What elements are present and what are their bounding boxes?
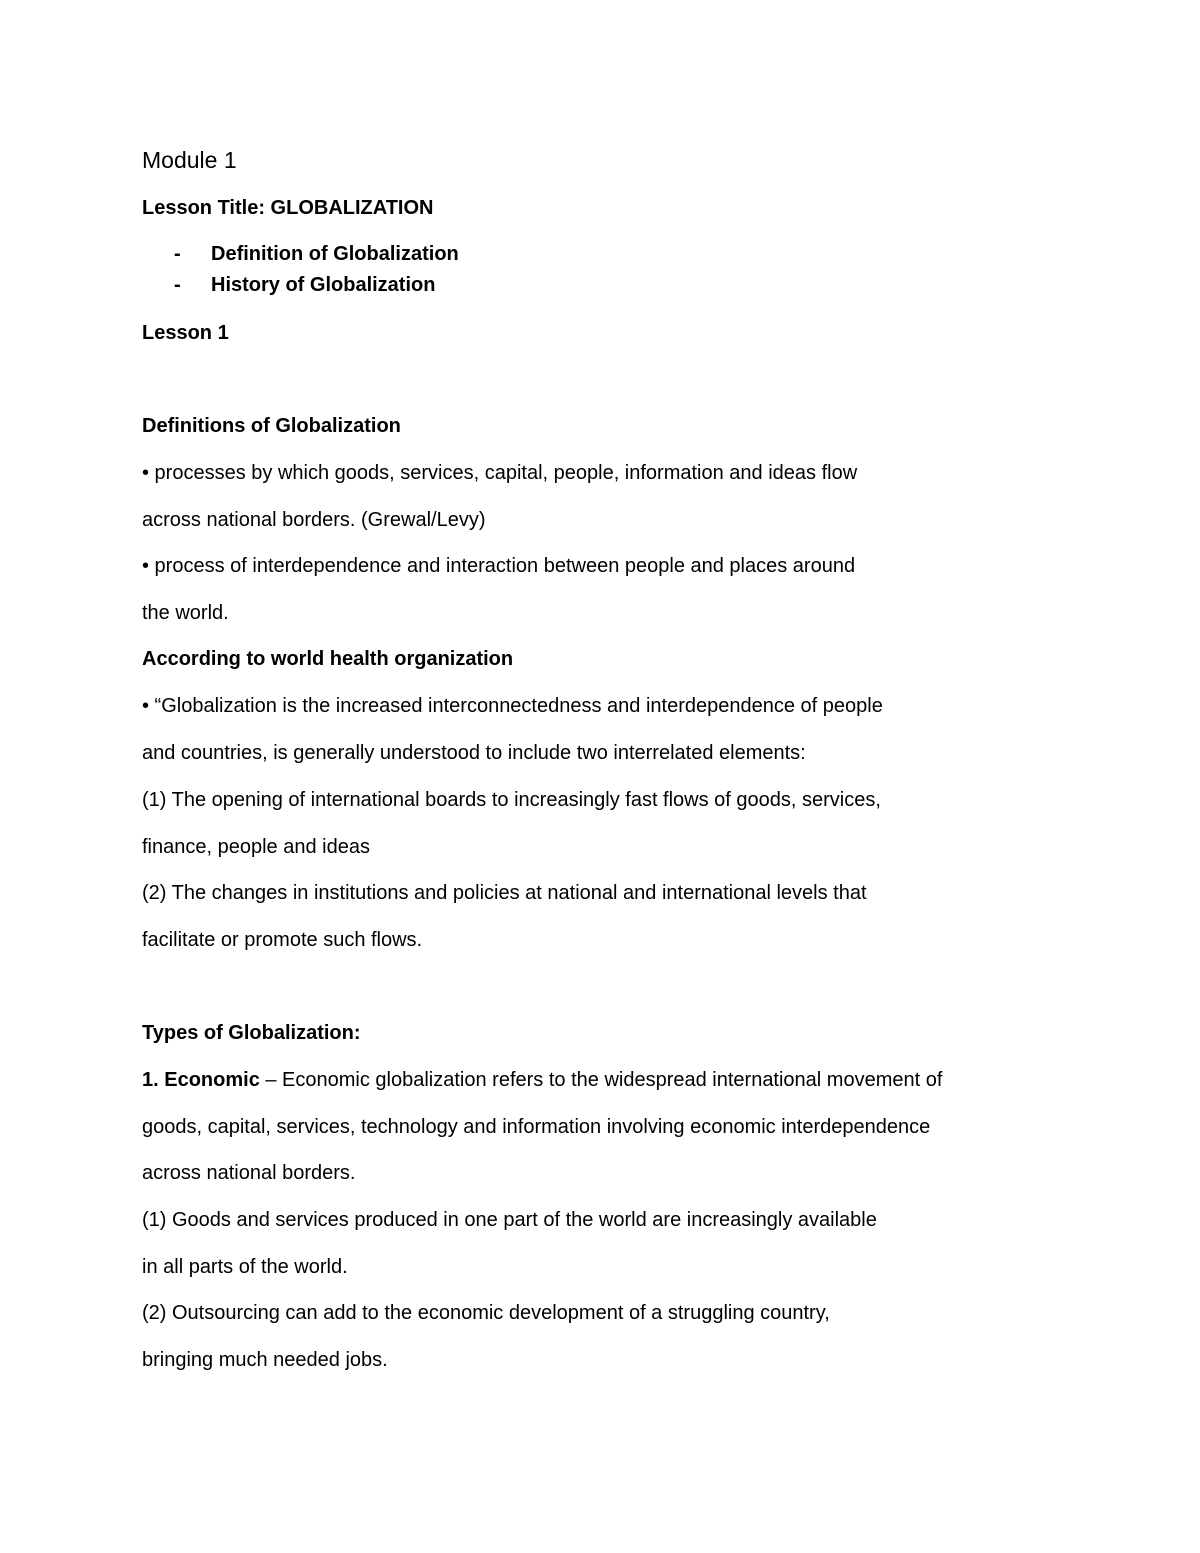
- who-line: • “Globalization is the increased interconnectedness and interdependence of people: [142, 695, 883, 717]
- who-heading: According to world health organization: [142, 648, 514, 670]
- who-line: (2) The changes in institutions and policies at national and international levels that: [142, 882, 867, 904]
- types-heading: Types of Globalization:: [142, 1022, 361, 1044]
- topic-item: Definition of Globalization: [211, 243, 459, 265]
- economic-intro: – Economic globalization refers to the widespread international movement of: [259, 1069, 943, 1091]
- economic-line: across national borders.: [142, 1162, 356, 1184]
- definition-line: • processes by which goods, services, capital, people, information and ideas flow: [142, 462, 858, 484]
- who-line: finance, people and ideas: [142, 836, 370, 858]
- topic-dash: -: [174, 243, 181, 265]
- who-line: facilitate or promote such flows.: [142, 929, 423, 951]
- definition-line: the world.: [142, 602, 229, 624]
- economic-line: goods, capital, services, technology and information involving economic interdependence: [142, 1116, 931, 1138]
- economic-line: (2) Outsourcing can add to the economic development of a struggling country,: [142, 1302, 830, 1324]
- module-title: Module 1: [142, 147, 237, 173]
- topic-item: History of Globalization: [211, 274, 436, 296]
- who-line: and countries, is generally understood to include two interrelated elements:: [142, 742, 806, 764]
- definitions-heading: Definitions of Globalization: [142, 415, 401, 437]
- economic-label: 1. Economic: [142, 1069, 260, 1091]
- topic-dash: -: [174, 274, 181, 296]
- definition-line: • process of interdependence and interaction between people and places around: [142, 555, 856, 577]
- definition-line: across national borders. (Grewal/Levy): [142, 509, 486, 531]
- lesson-title: Lesson Title: GLOBALIZATION: [142, 197, 434, 219]
- economic-line: (1) Goods and services produced in one part of the world are increasingly available: [142, 1209, 877, 1231]
- economic-line: bringing much needed jobs.: [142, 1349, 388, 1371]
- who-line: (1) The opening of international boards to increasingly fast flows of goods, services,: [142, 789, 881, 811]
- economic-line: in all parts of the world.: [142, 1256, 348, 1278]
- economic-intro-line: [142, 1067, 942, 1093]
- lesson-label: Lesson 1: [142, 322, 229, 344]
